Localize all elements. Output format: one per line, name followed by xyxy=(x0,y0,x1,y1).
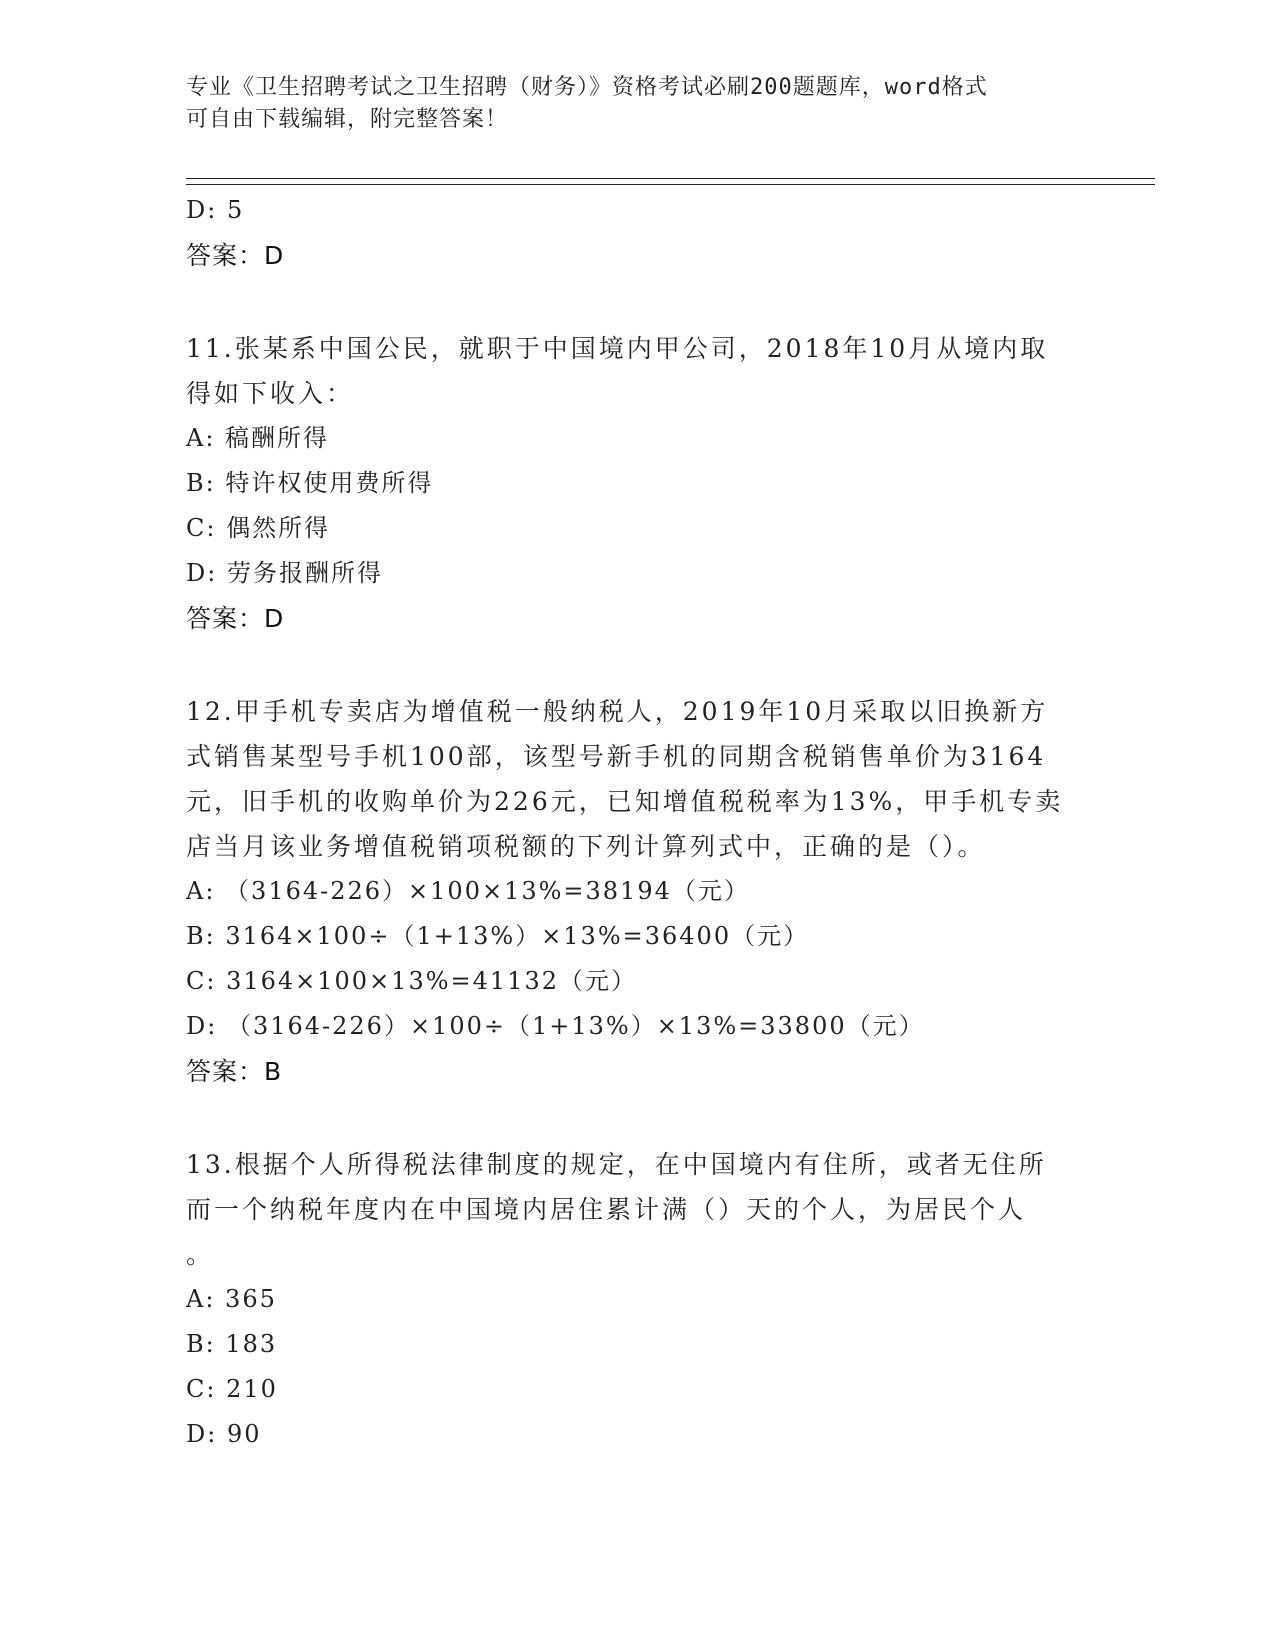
option-d: D: 90 xyxy=(186,1420,262,1448)
option-a: A: （3164-226）×100×13%=38194（元） xyxy=(186,877,750,905)
question-text-line: 式销售某型号手机100部，该型号新手机的同期含税销售单价为3164 xyxy=(186,742,1047,771)
question-12 xyxy=(186,689,1086,1094)
header-line-1: 专业《卫生招聘考试之卫生招聘（财务）》资格考试必刷200题题库，word格式 xyxy=(186,75,988,100)
option-c: C: 3164×100×13%=41132（元） xyxy=(186,967,637,995)
option-a: A: 365 xyxy=(186,1285,277,1313)
option-b: B: 3164×100÷（1+13%）×13%=36400（元） xyxy=(186,922,810,950)
question-13 xyxy=(186,1142,1086,1457)
spacer xyxy=(186,1094,1086,1142)
page-header xyxy=(186,72,1066,136)
question-text-line: 得如下收入： xyxy=(186,379,355,408)
question-text-line: 12.甲手机专卖店为增值税一般纳税人，2019年10月采取以旧换新方 xyxy=(186,697,1049,726)
option-b: B: 特许权使用费所得 xyxy=(186,469,434,497)
question-text-line: 。 xyxy=(186,1240,215,1269)
question-text-line: 店当月该业务增值税销项税额的下列计算列式中，正确的是（）。 xyxy=(186,832,986,861)
question-11 xyxy=(186,326,1086,641)
spacer xyxy=(186,278,1086,326)
option-d: D: 劳务报酬所得 xyxy=(186,559,383,587)
question-text-line: 而一个纳税年度内在中国境内居住累计满（）天的个人，为居民个人 xyxy=(186,1195,1027,1224)
header-line-2: 可自由下载编辑，附完整答案！ xyxy=(186,107,509,132)
question-text-line: 11.张某系中国公民，就职于中国境内甲公司，2018年10月从境内取 xyxy=(186,334,1049,363)
header-divider xyxy=(186,178,1155,185)
question-text-line: 13.根据个人所得税法律制度的规定，在中国境内有住所，或者无住所 xyxy=(186,1150,1047,1179)
option-a: A: 稿酬所得 xyxy=(186,424,330,452)
option-b: B: 183 xyxy=(186,1330,278,1358)
option-c: C: 210 xyxy=(186,1375,278,1403)
carryover-answer: 答案：D xyxy=(186,241,285,270)
carryover-option-d: D: 5 xyxy=(186,196,245,224)
spacer xyxy=(186,641,1086,689)
document-body xyxy=(186,188,1086,1457)
answer: 答案：D xyxy=(186,604,285,633)
option-c: C: 偶然所得 xyxy=(186,514,331,542)
answer: 答案：B xyxy=(186,1057,283,1086)
question-text-line: 元，旧手机的收购单价为226元，已知增值税税率为13%，甲手机专卖 xyxy=(186,787,1064,816)
option-d: D: （3164-226）×100÷（1+13%）×13%=33800（元） xyxy=(186,1012,925,1040)
